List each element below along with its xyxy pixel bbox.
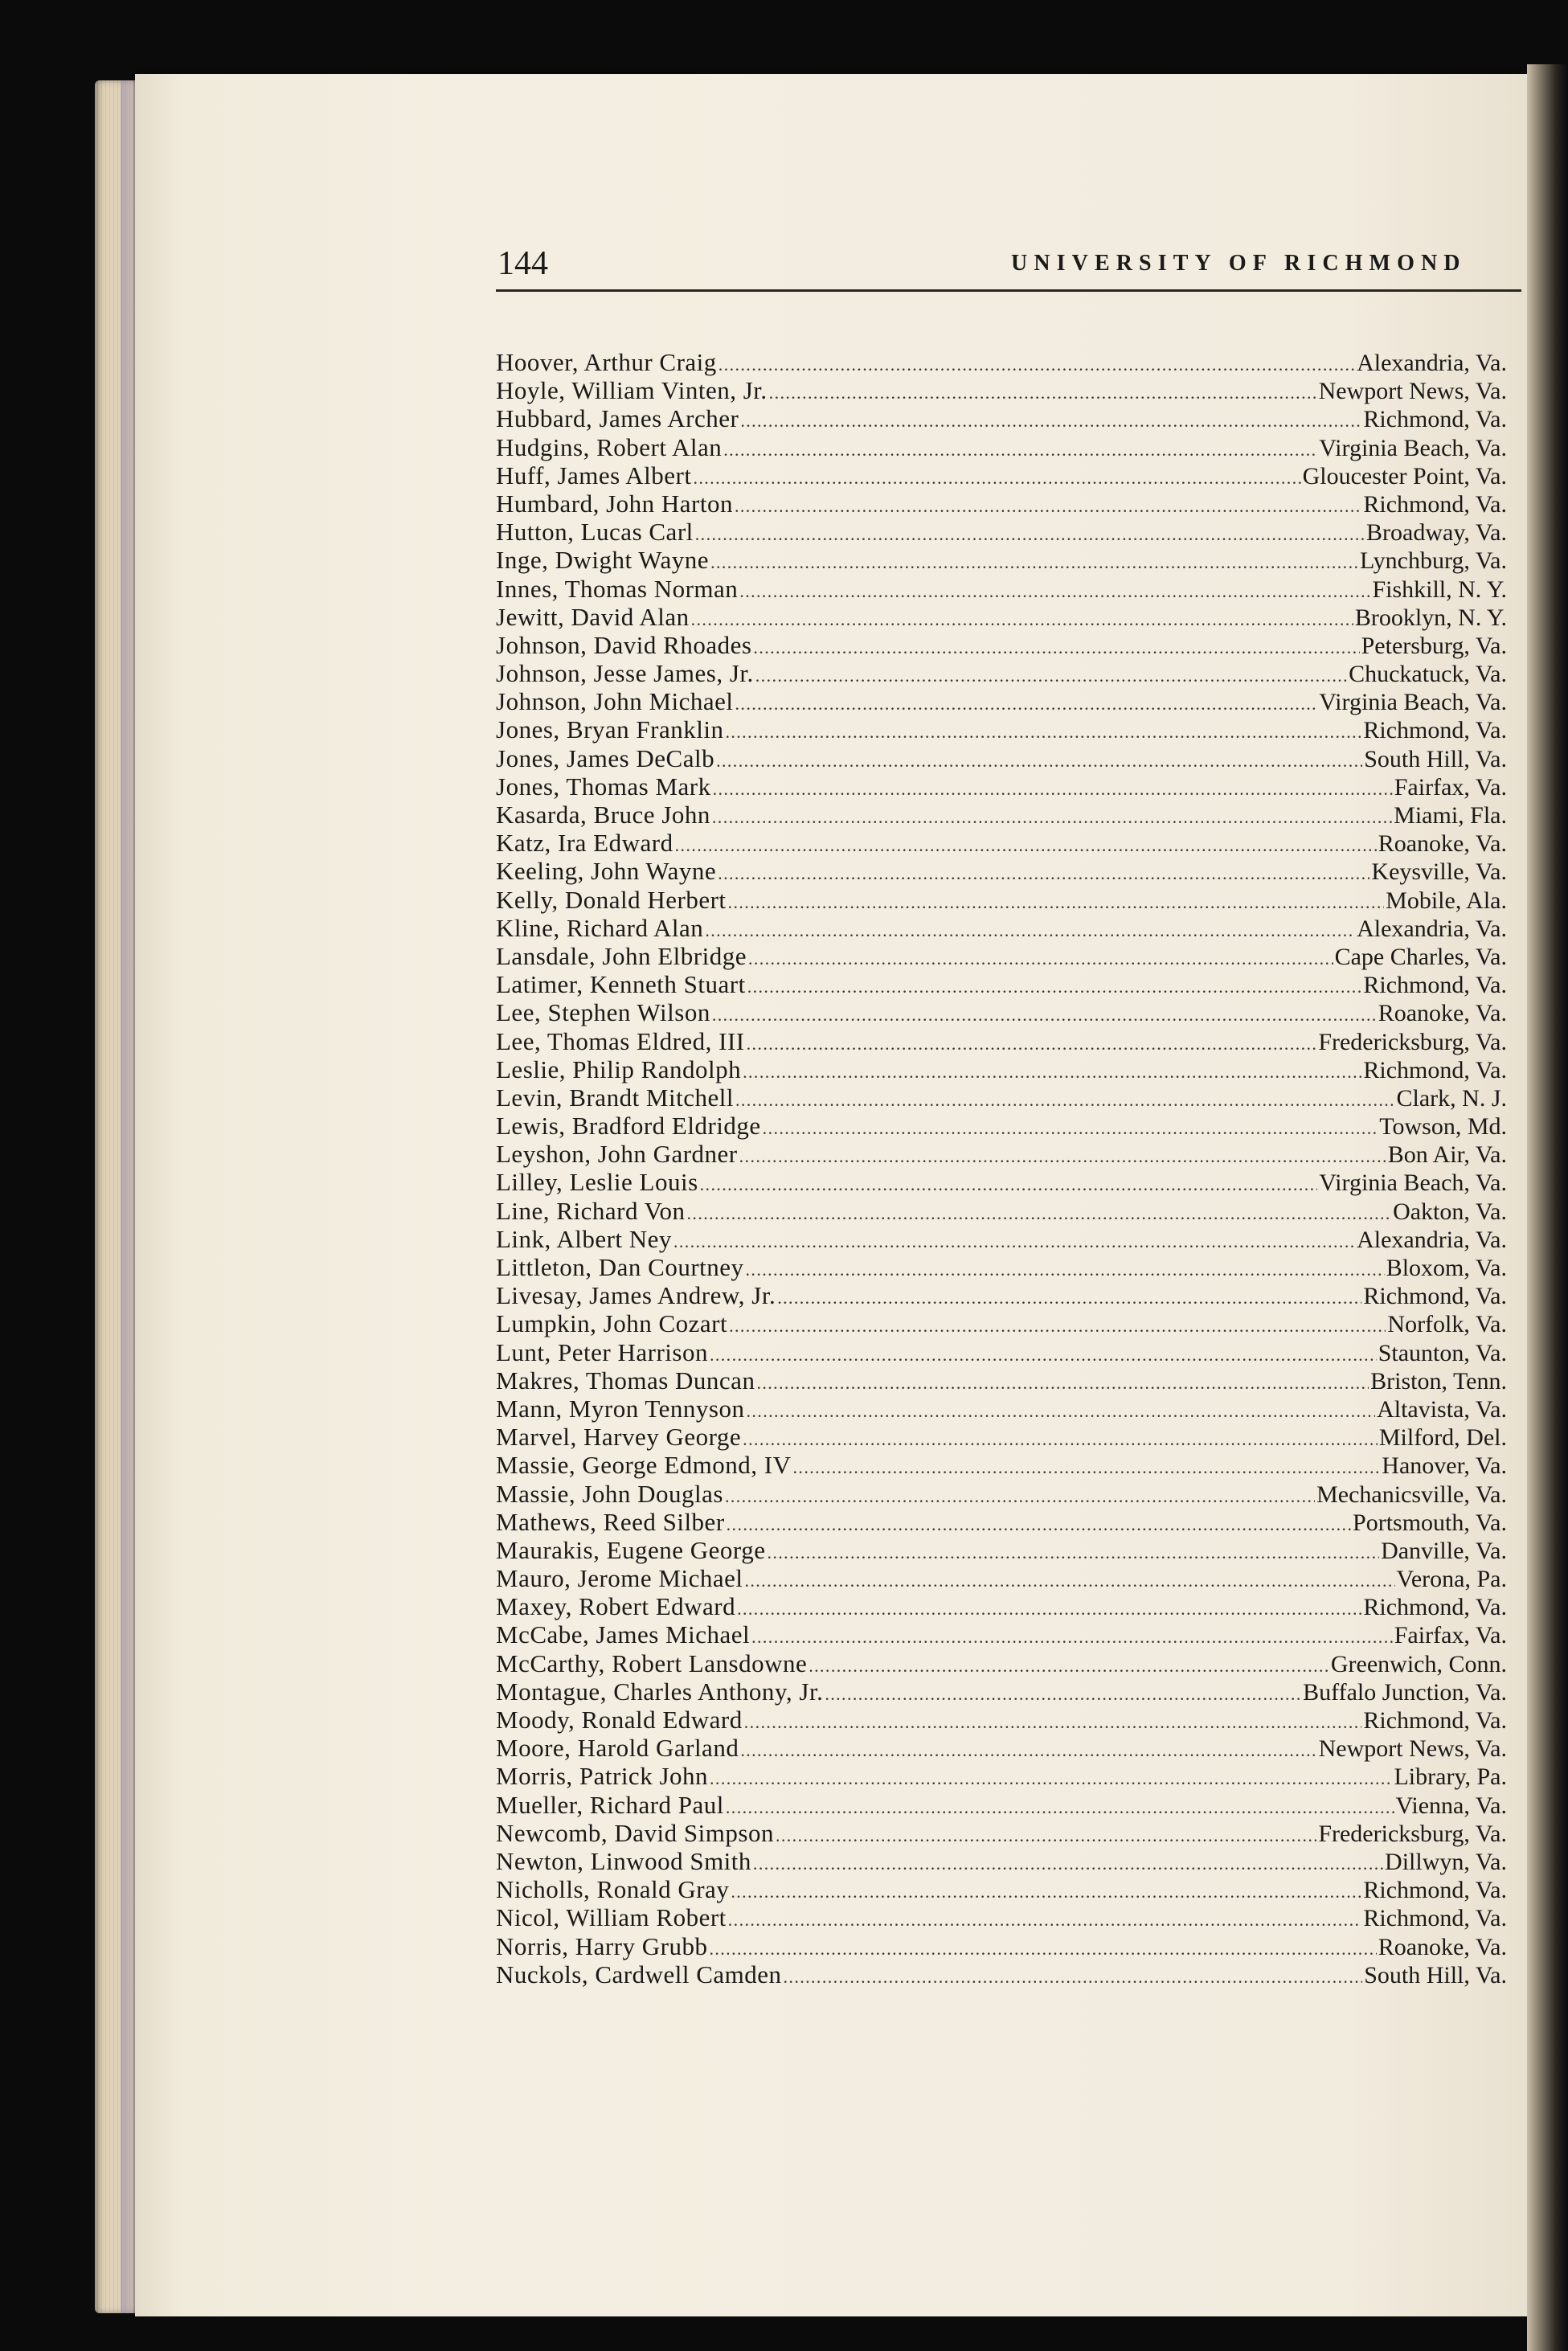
hometown: Bon Air, Va.	[1387, 1141, 1507, 1169]
student-name: Huff, James Albert	[496, 461, 692, 489]
dot-leader	[718, 348, 1355, 379]
hometown: Clark, N. J.	[1396, 1084, 1507, 1112]
dot-leader	[776, 1819, 1316, 1849]
student-name: Newton, Linwood Smith	[496, 1846, 751, 1875]
dot-leader	[753, 631, 1359, 661]
hometown: Staunton, Va.	[1378, 1339, 1507, 1366]
dot-leader	[728, 1903, 1362, 1934]
dot-leader	[727, 1508, 1351, 1538]
hometown: Richmond, Va.	[1363, 1056, 1507, 1083]
directory-entry	[496, 914, 1507, 942]
directory-entry	[496, 1168, 1507, 1196]
hometown: Danville, Va.	[1381, 1537, 1507, 1564]
directory-entry	[496, 1706, 1507, 1734]
directory-entry	[496, 631, 1507, 659]
student-name: Morris, Patrick John	[496, 1762, 709, 1791]
dot-leader	[709, 1932, 1376, 1963]
dot-leader	[735, 1083, 1395, 1114]
dot-leader	[751, 1620, 1393, 1651]
dot-leader	[755, 659, 1347, 690]
student-name: Johnson, Jesse James, Jr.	[496, 659, 754, 688]
hometown: Keysville, Va.	[1371, 858, 1507, 886]
dot-leader	[735, 489, 1361, 520]
student-name: Lansdale, John Elbridge	[496, 941, 747, 970]
dot-leader	[740, 404, 1361, 435]
hometown: Alexandria, Va.	[1357, 1226, 1507, 1253]
dot-leader	[740, 1734, 1316, 1764]
dot-leader	[718, 857, 1369, 887]
dot-leader	[673, 1225, 1355, 1255]
hometown: Fishkill, N. Y.	[1372, 575, 1507, 603]
hometown: Fairfax, Va.	[1394, 1622, 1507, 1649]
directory-entry	[496, 1253, 1507, 1281]
directory-entry	[496, 433, 1507, 461]
dot-leader	[756, 1366, 1369, 1397]
student-name: Livesay, James Andrew, Jr.	[496, 1281, 776, 1310]
student-name: Kasarda, Bruce John	[496, 801, 710, 829]
hometown: Richmond, Va.	[1363, 972, 1507, 999]
hometown: Buffalo Junction, Va.	[1303, 1678, 1507, 1706]
dot-leader	[723, 433, 1317, 464]
dot-leader	[728, 886, 1385, 916]
directory-entry	[496, 1366, 1507, 1395]
hometown: Alexandria, Va.	[1357, 915, 1507, 942]
hometown: South Hill, Va.	[1364, 1961, 1507, 1989]
student-name: Jones, James DeCalb	[496, 743, 715, 772]
dot-leader	[809, 1649, 1329, 1680]
directory-entry	[496, 1423, 1507, 1451]
hometown: Roanoke, Va.	[1378, 1000, 1507, 1027]
hometown: Roanoke, Va.	[1378, 830, 1507, 858]
student-name: McCabe, James Michael	[496, 1620, 751, 1649]
dot-leader	[725, 715, 1361, 746]
student-name: Mann, Myron Tennyson	[496, 1394, 745, 1423]
student-name: Jones, Bryan Franklin	[496, 715, 724, 744]
hometown: Mobile, Ala.	[1386, 887, 1507, 914]
dot-leader	[729, 1309, 1386, 1340]
dot-leader	[739, 1140, 1386, 1170]
directory-entry	[496, 659, 1507, 687]
student-name: Katz, Ira Edward	[496, 829, 673, 858]
directory-entry	[496, 1508, 1507, 1536]
student-name: Jones, Thomas Mark	[496, 772, 711, 801]
dot-leader	[731, 1875, 1361, 1906]
hometown: Portsmouth, Va.	[1353, 1509, 1507, 1536]
directory-entry	[496, 1451, 1507, 1479]
dot-leader	[726, 1791, 1394, 1821]
student-name: Moore, Harold Garland	[496, 1734, 739, 1763]
directory-entry	[496, 1819, 1507, 1847]
dot-leader	[739, 575, 1370, 605]
hometown: Petersburg, Va.	[1361, 632, 1507, 659]
dot-leader	[763, 1112, 1378, 1142]
directory-entry	[496, 1536, 1507, 1564]
dot-leader	[793, 1451, 1381, 1481]
hometown: Roanoke, Va.	[1378, 1933, 1507, 1960]
hometown: Richmond, Va.	[1363, 717, 1507, 744]
directory-entry	[496, 1791, 1507, 1819]
directory-entry	[496, 603, 1507, 631]
dot-leader	[784, 1960, 1363, 1991]
student-name: Keeling, John Wayne	[496, 857, 717, 886]
student-name: Link, Albert Ney	[496, 1224, 672, 1253]
hometown: Briston, Tenn.	[1370, 1367, 1507, 1395]
directory-entry	[496, 1903, 1507, 1931]
hometown: Norfolk, Va.	[1387, 1311, 1507, 1338]
hometown: Richmond, Va.	[1363, 1594, 1507, 1621]
hometown: South Hill, Va.	[1364, 745, 1507, 772]
dot-leader	[737, 1592, 1361, 1623]
student-name: Nicol, William Robert	[496, 1903, 727, 1932]
directory-entry	[496, 1281, 1507, 1309]
directory-entry	[496, 1875, 1507, 1903]
directory-entry	[496, 1027, 1507, 1055]
dot-leader	[713, 772, 1393, 803]
directory-entry	[496, 801, 1507, 829]
hometown: Richmond, Va.	[1363, 1877, 1507, 1904]
student-name: Johnson, David Rhoades	[496, 630, 752, 659]
student-name: Lumpkin, John Cozart	[496, 1309, 728, 1338]
directory-entry	[496, 1564, 1507, 1592]
directory-entry	[496, 1480, 1507, 1508]
student-name: Maurakis, Eugene George	[496, 1535, 766, 1564]
student-name: Hubbard, James Archer	[496, 404, 739, 433]
directory-entry	[496, 1620, 1507, 1649]
hometown: Dillwyn, Va.	[1385, 1848, 1507, 1875]
dot-leader	[746, 1253, 1385, 1284]
hometown: Newport News, Va.	[1318, 378, 1507, 405]
hometown: Greenwich, Conn.	[1330, 1650, 1507, 1677]
dot-leader	[747, 1027, 1317, 1058]
hometown: Miami, Fla.	[1394, 802, 1507, 829]
directory-entry	[496, 715, 1507, 743]
dot-leader	[695, 518, 1365, 548]
hometown: Vienna, Va.	[1395, 1792, 1507, 1819]
hometown: Gloucester Point, Va.	[1302, 462, 1507, 489]
hometown: Mechanicsville, Va.	[1316, 1481, 1507, 1508]
dot-leader	[710, 546, 1358, 576]
student-name: Hoover, Arthur Craig	[496, 348, 717, 376]
dot-leader	[716, 744, 1362, 775]
hometown: Broadway, Va.	[1366, 519, 1507, 547]
student-name: Hoyle, William Vinten, Jr.	[496, 376, 768, 405]
student-name: Marvel, Harvey George	[496, 1423, 742, 1452]
hometown: Virginia Beach, Va.	[1319, 689, 1507, 716]
directory-entry	[496, 1677, 1507, 1706]
dot-leader	[712, 998, 1377, 1029]
header-rule	[496, 289, 1521, 292]
student-name: Makres, Thomas Duncan	[496, 1366, 755, 1395]
student-directory-list	[496, 348, 1507, 1989]
dot-leader	[753, 1847, 1383, 1878]
dot-leader	[725, 1480, 1315, 1510]
hometown: Richmond, Va.	[1363, 490, 1507, 518]
directory-entry	[496, 829, 1507, 857]
student-name: Johnson, John Michael	[496, 687, 734, 716]
student-name: Newcomb, David Simpson	[496, 1818, 774, 1847]
directory-entry	[496, 518, 1507, 546]
hometown: Fredericksburg, Va.	[1318, 1028, 1507, 1055]
hometown: Fredericksburg, Va.	[1318, 1820, 1507, 1847]
directory-entry	[496, 1649, 1507, 1677]
hometown: Richmond, Va.	[1363, 1905, 1507, 1932]
student-name: Massie, John Douglas	[496, 1479, 723, 1508]
student-name: Mauro, Jerome Michael	[496, 1564, 743, 1593]
student-name: Hutton, Lucas Carl	[496, 518, 694, 547]
hometown: Bloxom, Va.	[1386, 1255, 1507, 1281]
directory-entry	[496, 1309, 1507, 1337]
hometown: Virginia Beach, Va.	[1319, 434, 1507, 461]
student-name: Jewitt, David Alan	[496, 602, 690, 631]
student-name: Massie, George Edmond, IV	[496, 1451, 792, 1480]
directory-entry	[496, 1338, 1507, 1366]
directory-entry	[496, 1932, 1507, 1960]
directory-entry	[496, 687, 1507, 715]
hometown: Richmond, Va.	[1363, 406, 1507, 433]
directory-entry	[496, 1055, 1507, 1083]
hometown: Altavista, Va.	[1377, 1395, 1507, 1423]
dot-leader	[712, 801, 1392, 831]
dot-leader	[735, 687, 1318, 718]
directory-entry	[496, 1112, 1507, 1140]
hometown: Towson, Md.	[1379, 1113, 1507, 1141]
directory-entry	[496, 1960, 1507, 1989]
directory-entry	[496, 886, 1507, 914]
directory-entry	[496, 376, 1507, 404]
hometown: Milford, Del.	[1378, 1424, 1507, 1452]
directory-entry	[496, 1592, 1507, 1620]
directory-entry	[496, 998, 1507, 1026]
student-name: Norris, Harry Grubb	[496, 1931, 708, 1960]
directory-entry	[496, 1197, 1507, 1225]
student-name: McCarthy, Robert Lansdowne	[496, 1649, 808, 1677]
student-name: Maxey, Robert Edward	[496, 1592, 736, 1621]
dot-leader	[744, 1564, 1394, 1595]
student-name: Leyshon, John Gardner	[496, 1140, 738, 1169]
student-name: Littleton, Dan Courtney	[496, 1253, 744, 1281]
directory-entry	[496, 744, 1507, 772]
directory-entry	[496, 1847, 1507, 1875]
dot-leader	[747, 970, 1362, 1001]
student-name: Montague, Charles Anthony, Jr.	[496, 1677, 824, 1706]
student-name: Innes, Thomas Norman	[496, 574, 739, 603]
student-name: Inge, Dwight Wayne	[496, 546, 710, 575]
hometown: Lynchburg, Va.	[1359, 547, 1507, 575]
student-name: Humbard, John Harton	[496, 489, 733, 518]
page-number: 144	[497, 245, 548, 282]
directory-entry	[496, 546, 1507, 574]
student-name: Latimer, Kenneth Stuart	[496, 970, 746, 999]
directory-entry	[496, 1734, 1507, 1762]
student-name: Lee, Thomas Eldred, III	[496, 1026, 745, 1055]
directory-entry	[496, 772, 1507, 801]
student-name: Levin, Brandt Mitchell	[496, 1083, 734, 1112]
dot-leader	[825, 1677, 1301, 1708]
dot-leader	[777, 1281, 1361, 1312]
dot-leader	[769, 376, 1317, 407]
directory-entry	[496, 1140, 1507, 1168]
hometown: Newport News, Va.	[1318, 1735, 1507, 1763]
hometown: Verona, Pa.	[1396, 1566, 1507, 1593]
running-head: UNIVERSITY OF RICHMOND	[1011, 251, 1467, 276]
directory-entry	[496, 1225, 1507, 1253]
student-name: Lee, Stephen Wilson	[496, 998, 710, 1027]
student-name: Lewis, Bradford Eldridge	[496, 1112, 761, 1141]
student-name: Leslie, Philip Randolph	[496, 1055, 742, 1083]
hometown: Library, Pa.	[1394, 1763, 1507, 1791]
student-name: Lilley, Leslie Louis	[496, 1168, 698, 1197]
student-name: Lunt, Peter Harrison	[496, 1337, 708, 1366]
dot-leader	[691, 603, 1353, 633]
student-name: Kline, Richard Alan	[496, 913, 704, 942]
directory-entry	[496, 1083, 1507, 1112]
directory-entry	[496, 348, 1507, 376]
hometown: Alexandria, Va.	[1357, 350, 1507, 376]
dot-leader	[743, 1055, 1361, 1086]
directory-entry	[496, 857, 1507, 885]
directory-entry	[496, 404, 1507, 432]
hometown: Hanover, Va.	[1382, 1452, 1507, 1480]
dot-leader	[743, 1423, 1378, 1453]
directory-entry	[496, 489, 1507, 518]
student-name: Nicholls, Ronald Gray	[496, 1875, 730, 1904]
hometown: Virginia Beach, Va.	[1319, 1169, 1507, 1197]
student-name: Moody, Ronald Edward	[496, 1706, 743, 1734]
dot-leader	[705, 914, 1355, 944]
student-name: Mathews, Reed Silber	[496, 1507, 725, 1536]
hometown: Richmond, Va.	[1363, 1283, 1507, 1310]
dot-leader	[710, 1762, 1392, 1792]
directory-entry	[496, 1395, 1507, 1423]
hometown: Richmond, Va.	[1363, 1707, 1507, 1734]
dot-leader	[744, 1706, 1362, 1736]
dot-leader	[710, 1338, 1377, 1369]
book-gutter	[1527, 64, 1568, 2351]
student-name: Nuckols, Cardwell Camden	[496, 1960, 782, 1989]
dot-leader	[675, 829, 1377, 859]
directory-entry	[496, 461, 1507, 489]
hometown: Chuckatuck, Va.	[1349, 661, 1507, 688]
directory-entry	[496, 970, 1507, 998]
directory-entry	[496, 942, 1507, 970]
hometown: Cape Charles, Va.	[1334, 943, 1507, 970]
hometown: Brooklyn, N. Y.	[1354, 604, 1507, 631]
student-name: Line, Richard Von	[496, 1196, 686, 1225]
dot-leader	[693, 461, 1300, 492]
student-name: Mueller, Richard Paul	[496, 1790, 724, 1819]
hometown: Oakton, Va.	[1393, 1198, 1507, 1225]
student-name: Kelly, Donald Herbert	[496, 885, 727, 914]
dot-leader	[767, 1536, 1379, 1567]
dot-leader	[700, 1168, 1318, 1198]
dot-leader	[747, 1395, 1376, 1425]
directory-entry	[496, 575, 1507, 603]
hometown: Fairfax, Va.	[1394, 773, 1507, 801]
directory-entry	[496, 1762, 1507, 1790]
dot-leader	[748, 942, 1333, 973]
student-name: Hudgins, Robert Alan	[496, 432, 723, 461]
dot-leader	[687, 1197, 1392, 1227]
